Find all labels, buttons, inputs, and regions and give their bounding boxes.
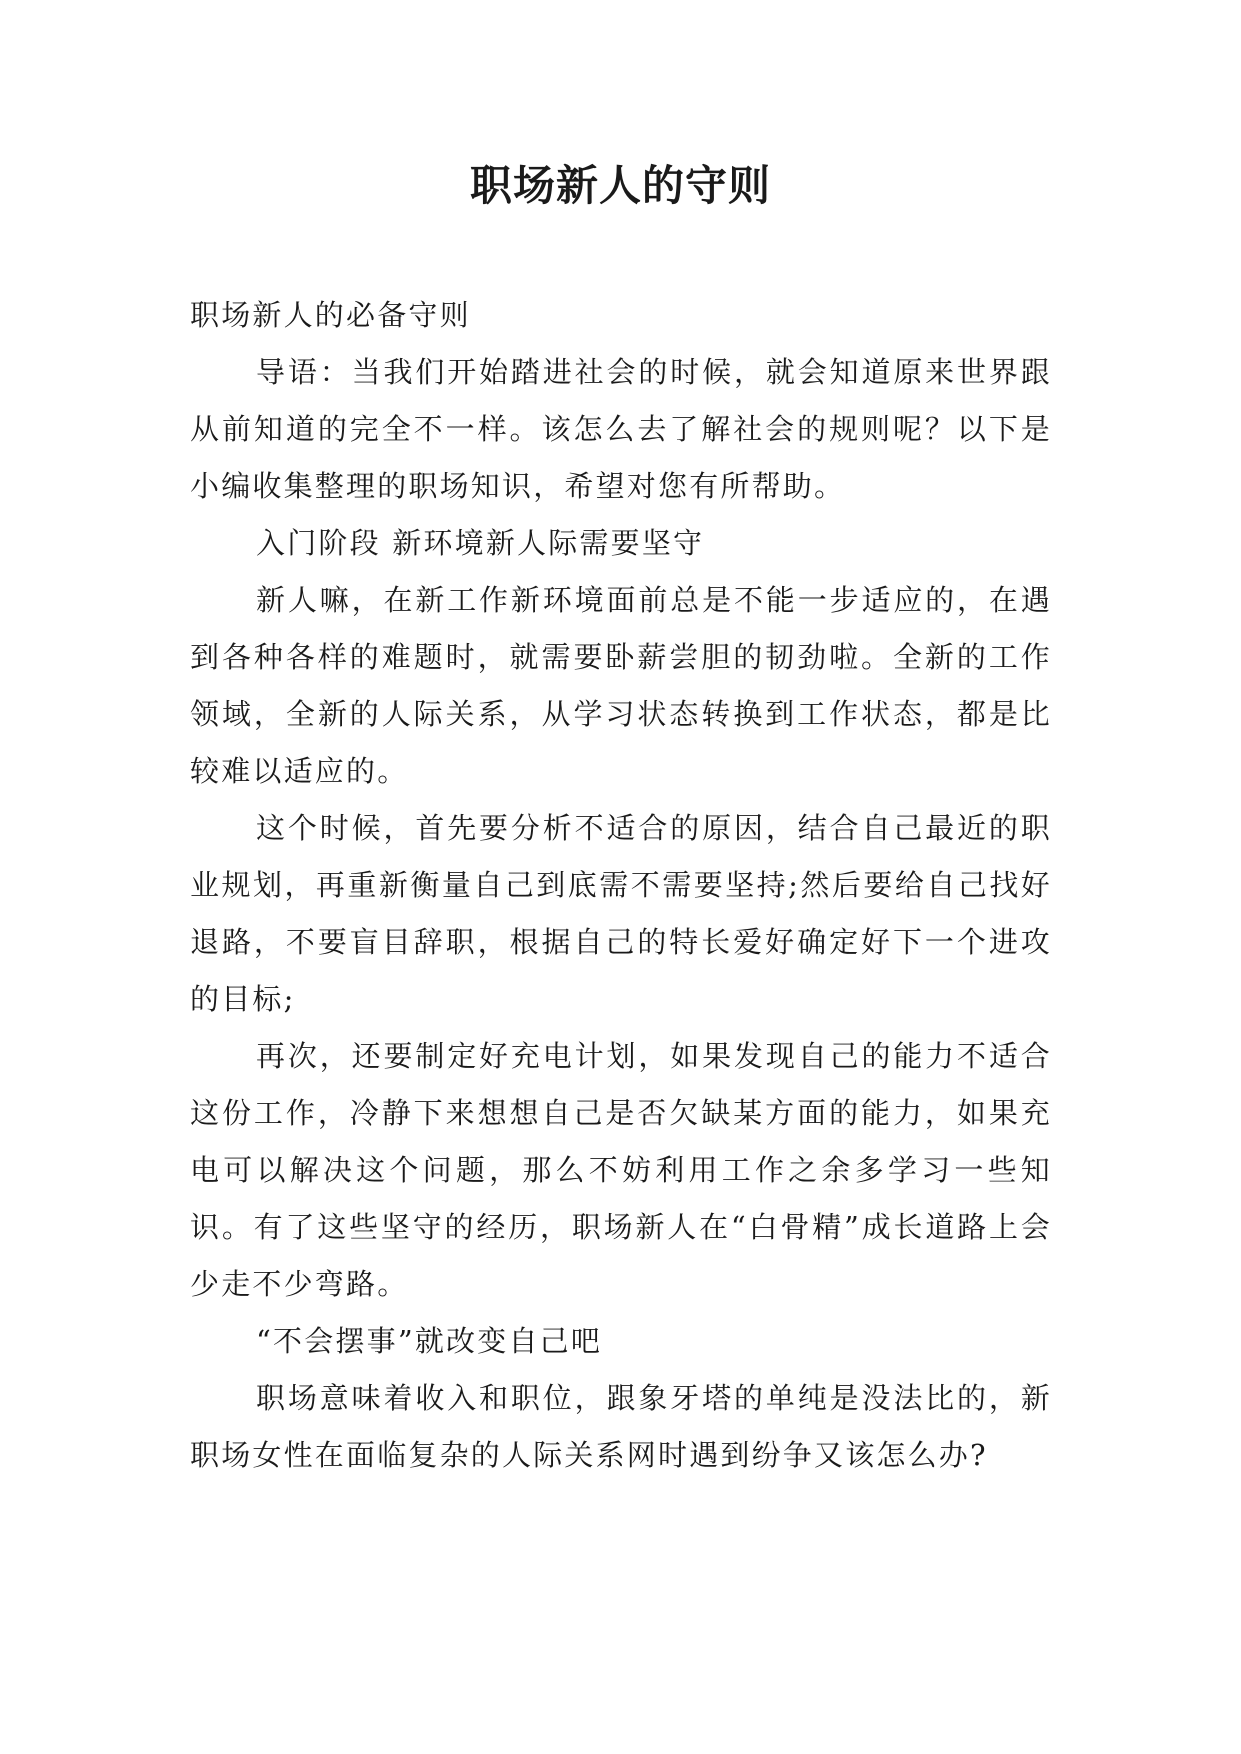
body-paragraph: 新人嘛，在新工作新环境面前总是不能一步适应的，在遇到各种各样的难题时，就需要卧薪尝胆的韧劲啦。全新的工作领域，全新的人际关系，从学习状态转换到工作状态，都是比较难以适应的。 [190, 583, 1052, 788]
document-body [190, 287, 1052, 1484]
body-paragraph: 职场意味着收入和职位，跟象牙塔的单纯是没法比的，新职场女性在面临复杂的人际关系网时遇到纷争又该怎么办? [190, 1381, 1052, 1472]
section-heading: 职场新人的必备守则 [190, 298, 471, 332]
intro-paragraph: 导语：当我们开始踏进社会的时候，就会知道原来世界跟从前知道的完全不一样。该怎么去了解社会的规则呢？以下是小编收集整理的职场知识，希望对您有所帮助。 [190, 355, 1052, 503]
stage-heading: 入门阶段 新环境新人际需要坚守 [256, 526, 705, 560]
document-title: 职场新人的守则 [469, 161, 771, 210]
body-paragraph: 再次，还要制定好充电计划，如果发现自己的能力不适合这份工作，冷静下来想想自己是否欠缺某方面的能力，如果充电可以解决这个问题，那么不妨利用工作之余多学习一些知识。有了这些坚守的经历，职场新人在“白骨精”成长道路上会少走不少弯路。 [190, 1039, 1052, 1301]
subsection-heading: “不会摆事”就改变自己吧 [256, 1324, 603, 1358]
body-paragraph: 这个时候，首先要分析不适合的原因，结合自己最近的职业规划，再重新衡量自己到底需不需要坚持;然后要给自己找好退路，不要盲目辞职，根据自己的特长爱好确定好下一个进攻的目标; [190, 811, 1052, 1016]
